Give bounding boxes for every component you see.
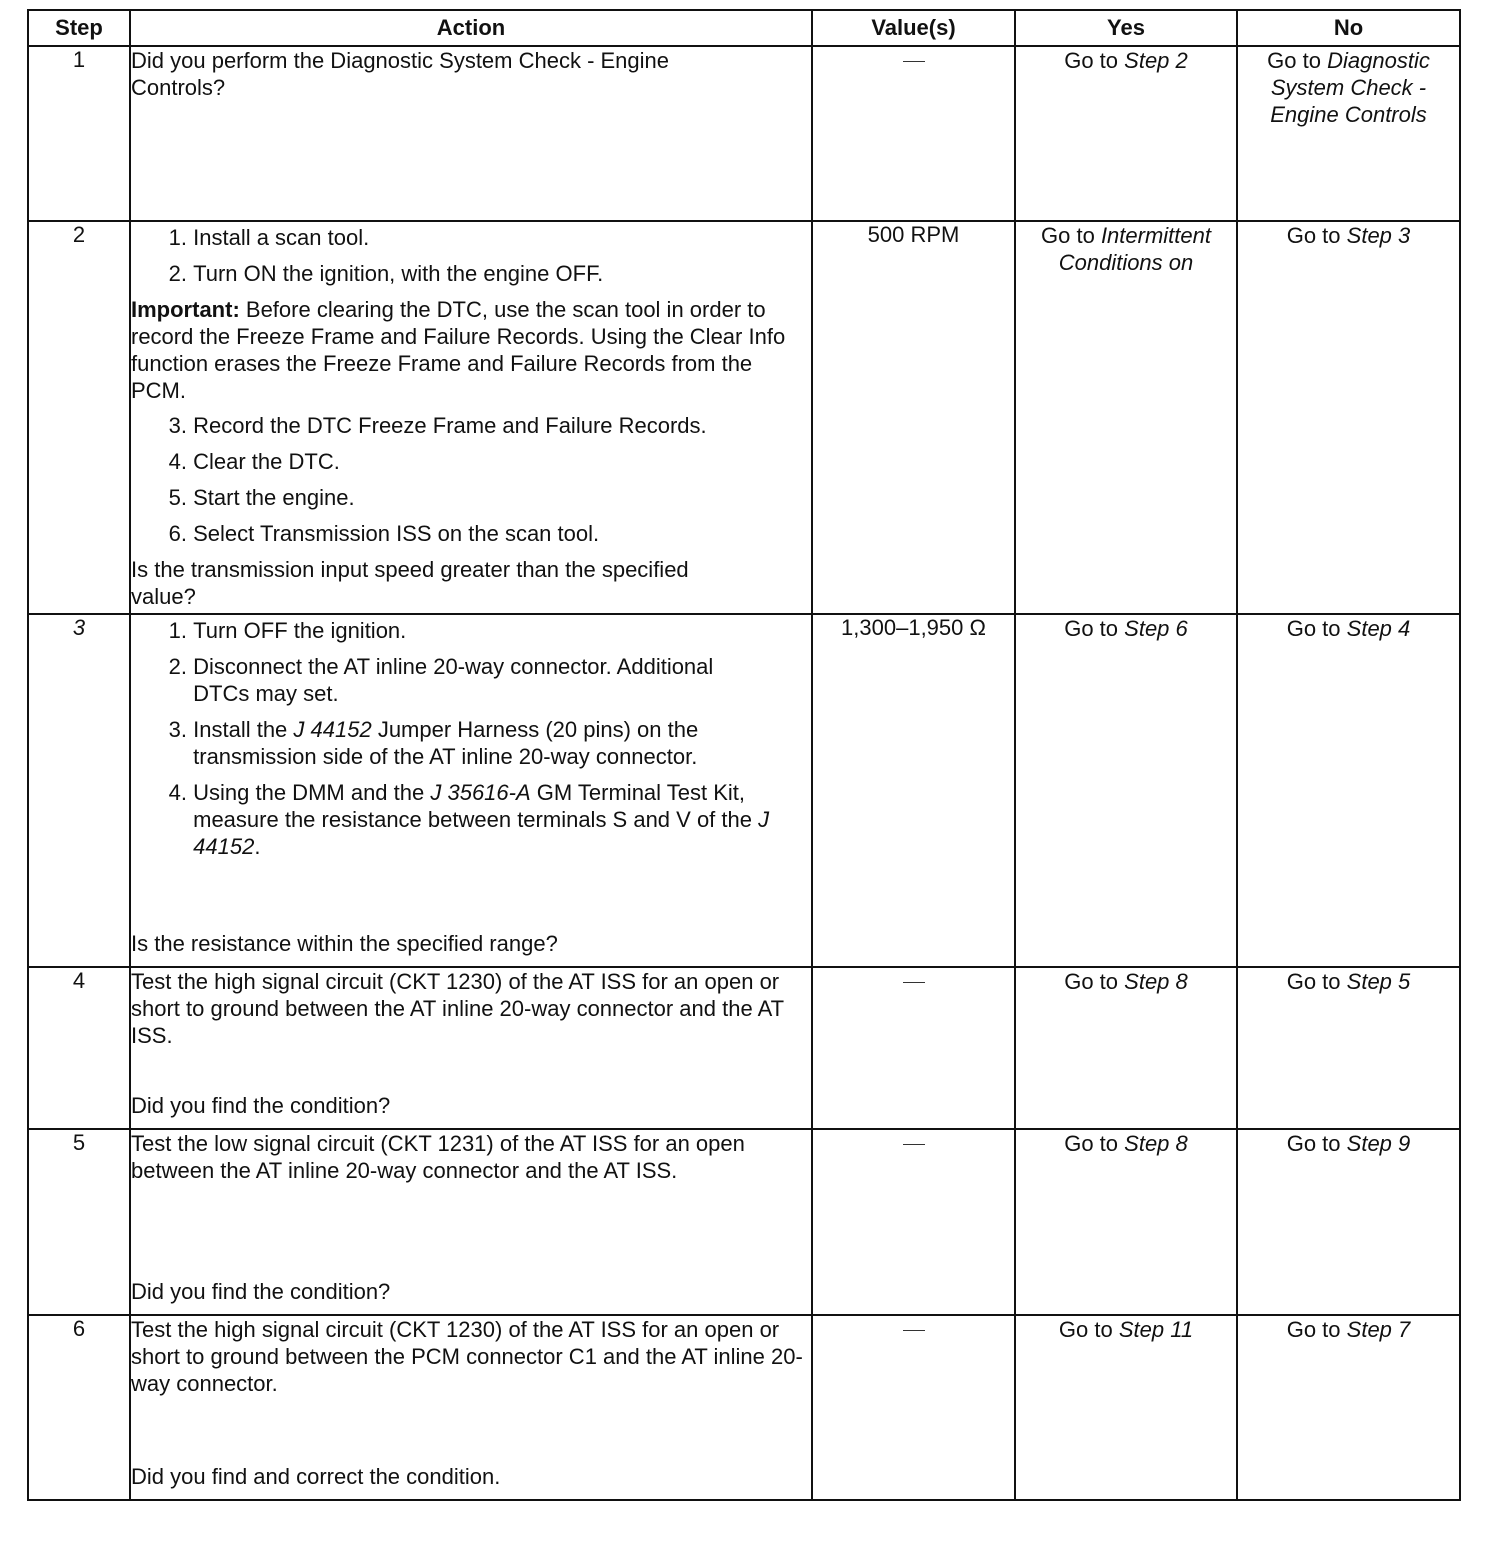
table-row [28,967,1460,1129]
list-item: 2. Disconnect the AT inline 20-way connector. Additional DTCs may set. [168,654,714,706]
no-cell [1237,46,1460,221]
yes-ref: Step 6 [1124,616,1188,641]
no-prefix: Go to [1286,969,1341,994]
no-prefix: Go to [1286,616,1341,641]
no-ref: Step 5 [1346,969,1411,994]
no-cell [1237,1315,1460,1500]
step-number: 5 [28,1129,130,1315]
no-prefix: Go to [1267,48,1321,73]
tool-ref: J 44152 [293,717,372,742]
list-item: 3. Install the J 44152 Jumper Harness (20 pins) on the transmission side of the AT inline 20-way connector. [168,717,699,769]
action-text: Test the high signal circuit (CKT 1230) of the AT ISS for an open or short to ground between the AT inline 20-way connector and the AT ISS. [131,969,784,1048]
question-text: Is the resistance within the specified range? [131,931,558,956]
dash-mark [903,61,925,62]
value-cell [812,967,1015,1129]
no-cell [1237,221,1460,614]
yes-cell [1015,46,1237,221]
yes-cell [1015,967,1237,1129]
important-note [131,296,811,404]
list-item: 6. Select Transmission ISS on the scan tool. [168,521,600,546]
no-prefix: Go to [1286,1317,1341,1342]
header-step: Step [28,10,130,46]
no-cell [1237,614,1460,967]
no-cell [1237,967,1460,1129]
yes-cell [1015,221,1237,614]
question-text: Did you find the condition? [131,1093,391,1118]
dash-mark [903,1144,925,1145]
tool-ref: J 44152 [193,807,770,859]
steps-list [131,412,811,547]
action-cell [130,221,812,614]
question-text: Is the transmission input speed greater than the specified value? [131,557,689,609]
action-text: Test the low signal circuit (CKT 1231) of the AT ISS for an open between the AT inline 20-way connector and the AT ISS. [131,1131,745,1183]
table-row [28,221,1460,614]
steps-list [131,224,811,287]
no-cell [1237,1129,1460,1315]
question-text: Did you find the condition? [131,1279,391,1304]
yes-ref: Step 11 [1118,1317,1194,1342]
table-row [28,614,1460,967]
action-cell [130,46,812,221]
yes-cell [1015,1315,1237,1500]
list-item: 4. Clear the DTC. [168,449,340,474]
header-values: Value(s) [812,10,1015,46]
action-cell [130,967,812,1129]
step-number: 2 [28,221,130,614]
question-text: Did you find and correct the condition. [131,1464,501,1489]
yes-ref: Intermittent Conditions on [1058,223,1211,275]
no-ref: Diagnostic System Check - Engine Controls [1270,48,1430,127]
value-cell [812,1129,1015,1315]
value-cell: 500 RPM [812,221,1015,614]
action-text: Did you perform the Diagnostic System Check - Engine Controls? [131,48,670,100]
no-prefix: Go to [1286,1131,1341,1156]
list-item: 5. Start the engine. [168,485,355,510]
action-cell [130,614,812,967]
no-ref: Step 4 [1346,616,1411,641]
steps-list [131,617,811,869]
yes-prefix: Go to [1041,223,1095,248]
important-text: Before clearing the DTC, use the scan tool in order to record the Freeze Frame and Failure Records. Using the Clear Info function erases the Freeze Frame and Failure Records from the PCM. [131,297,786,403]
important-label: Important: [131,297,240,322]
action-cell [130,1315,812,1500]
header-row [28,10,1460,46]
no-ref: Step 7 [1346,1317,1411,1342]
no-ref: Step 3 [1346,223,1411,248]
header-no: No [1237,10,1460,46]
table-row [28,1129,1460,1315]
value-cell: 1,300–1,950 Ω [812,614,1015,967]
list-item: 3. Record the DTC Freeze Frame and Failure Records. [168,413,707,438]
header-action: Action [130,10,812,46]
step-number: 3 [28,614,130,967]
yes-prefix: Go to [1064,969,1119,994]
action-text: Test the high signal circuit (CKT 1230) of the AT ISS for an open or short to ground between the PCM connector C1 and the AT inline 20-way connector. [131,1317,803,1396]
no-prefix: Go to [1286,223,1341,248]
yes-prefix: Go to [1058,1317,1113,1342]
list-item: 1. Install a scan tool. [168,225,370,250]
dash-mark [903,1330,925,1331]
tool-ref: J 35616-A [430,780,531,805]
yes-prefix: Go to [1064,1131,1119,1156]
yes-cell [1015,1129,1237,1315]
step-number: 6 [28,1315,130,1500]
no-ref: Step 9 [1346,1131,1411,1156]
step-number: 1 [28,46,130,221]
diagnostic-table [27,9,1461,1501]
yes-ref: Step 8 [1124,969,1188,994]
list-item: 4. Using the DMM and the J 35616-A GM Terminal Test Kit, measure the resistance between terminals S and V of the J 44152. [168,780,770,859]
yes-prefix: Go to [1064,616,1119,641]
yes-ref: Step 8 [1124,1131,1188,1156]
yes-ref: Step 2 [1124,48,1188,73]
yes-prefix: Go to [1064,48,1119,73]
step-number: 4 [28,967,130,1129]
value-cell [812,1315,1015,1500]
action-cell [130,1129,812,1315]
dash-mark [903,982,925,983]
list-item: 1. Turn OFF the ignition. [168,618,407,643]
table-row [28,1315,1460,1500]
list-item: 2. Turn ON the ignition, with the engine OFF. [168,261,604,286]
header-yes: Yes [1015,10,1237,46]
yes-cell [1015,614,1237,967]
table-row [28,46,1460,221]
value-cell [812,46,1015,221]
